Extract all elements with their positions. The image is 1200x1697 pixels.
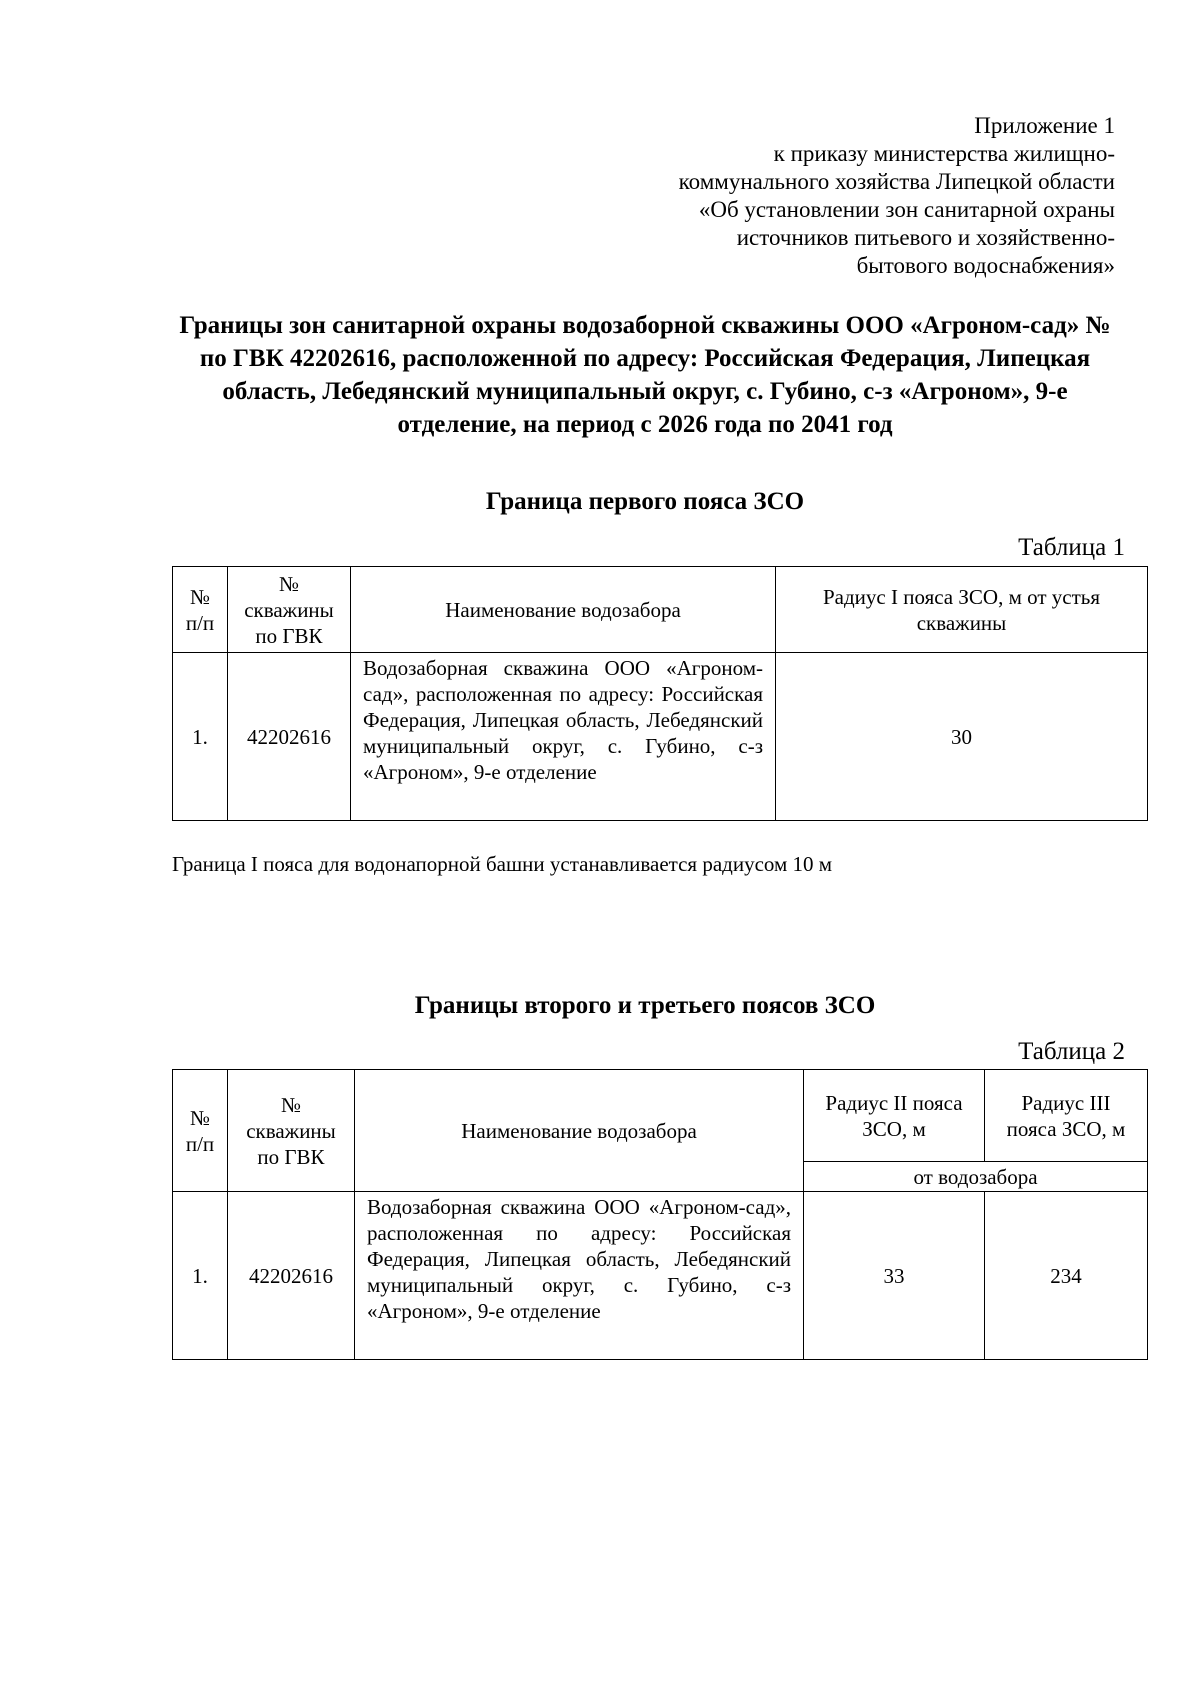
section-2-heading: Границы второго и третьего поясов ЗСО <box>414 992 876 1019</box>
table-2-header-row <box>173 1070 1148 1162</box>
note-text: Граница I пояса для водонапорной башни устанавливается радиусом 10 м <box>172 852 833 876</box>
cell-radius: 30 <box>776 653 1148 821</box>
appendix-block <box>555 112 1115 280</box>
table-1-header-row <box>173 567 1148 653</box>
cell-well: 42202616 <box>228 653 351 821</box>
table-2 <box>172 1069 1148 1360</box>
cell-num: 1. <box>173 1192 228 1360</box>
header-radius <box>776 567 1148 653</box>
cell-name: Водозаборная скважина ООО «Агроном-сад», расположенная по адресу: Российская Федерация, Липецкая область, Лебедянский муниципальный округ, с. Губино, с-з «Агроном», 9-е отделение <box>355 1192 804 1360</box>
header-radius-3: Радиус III пояса ЗСО, м <box>985 1070 1148 1162</box>
table-row <box>173 653 1148 821</box>
appendix-line: коммунального хозяйства Липецкой области <box>678 169 1115 194</box>
appendix-line: Приложение 1 <box>974 113 1115 138</box>
cell-well: 42202616 <box>228 1192 355 1360</box>
cell-name: Водозаборная скважина ООО «Агроном-сад», расположенная по адресу: Российская Федерация, Липецкая область, Лебедянский муниципальный округ, с. Губино, с-з «Агроном», 9-е отделение <box>351 653 776 821</box>
section-1-heading: Граница первого пояса ЗСО <box>485 488 805 515</box>
appendix-line: источников питьевого и хозяйственно- <box>736 225 1115 250</box>
header-num: № п/п <box>173 567 228 653</box>
header-name: Наименование водозабора <box>355 1070 804 1192</box>
table-row <box>173 1192 1148 1360</box>
header-well: № скважины по ГВК <box>228 567 351 653</box>
appendix-line: бытового водоснабжения» <box>856 253 1115 278</box>
table-2-caption: Таблица 2 <box>1018 1038 1125 1065</box>
cell-radius-2: 33 <box>804 1192 985 1360</box>
document-title: Границы зон санитарной охраны водозаборной скважины ООО «Агроном-сад» № по ГВК 42202616, расположенной по адресу: Российская Федерация, Липецкая область, Лебедянский муниципальный округ, с. Губино, с-з «Агроном», 9-е отделение, на период с 2026 года по 2041 год <box>179 312 1111 438</box>
header-num: № п/п <box>173 1070 228 1192</box>
header-radius-text: Радиус I пояса ЗСО, м от устья скважины <box>823 584 1100 635</box>
appendix-line: «Об установлении зон санитарной охраны <box>698 197 1115 222</box>
appendix-line: к приказу министерства жилищно- <box>773 141 1115 166</box>
cell-num: 1. <box>173 653 228 821</box>
cell-radius-3: 234 <box>985 1192 1148 1360</box>
header-from: от водозабора <box>804 1162 1148 1192</box>
header-name: Наименование водозабора <box>351 567 776 653</box>
table-1-caption: Таблица 1 <box>1018 534 1125 561</box>
header-radius-2: Радиус II пояса ЗСО, м <box>804 1070 985 1162</box>
table-1 <box>172 566 1148 821</box>
header-well: № скважины по ГВК <box>228 1070 355 1192</box>
